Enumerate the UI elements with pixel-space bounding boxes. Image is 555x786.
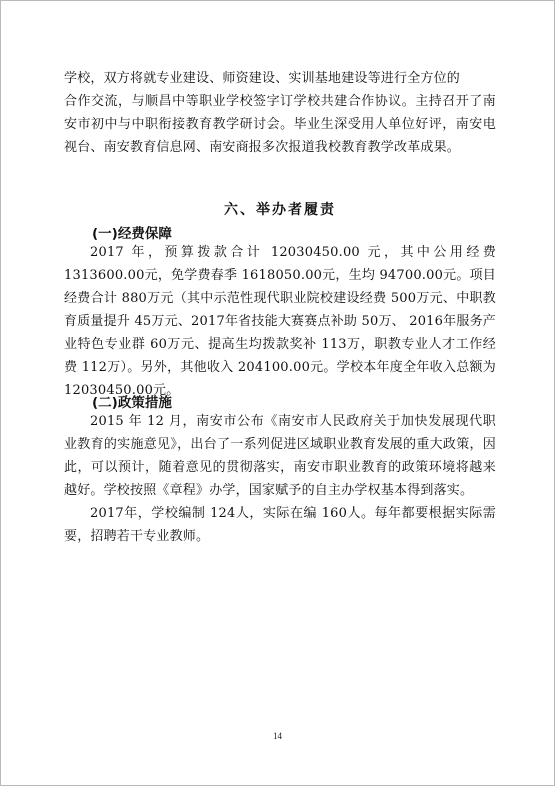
policy-paragraph-block (64, 410, 496, 548)
funding-paragraph-block (64, 241, 496, 402)
policy-heading: (二)政策措施 (92, 395, 172, 411)
funding-paragraph: 2017 年，预算拨款合计 12030450.00 元，其中公用经费 1313600.00元，免学费春季 1618050.00元，生均 94700.00元。项目经费合计 880万元（其中示范性现代职业院校建设经费 500万元、中职教育质量提升 45万元、2017年省技能大赛赛点补助 50万、 2016年服务产业特色专业群 60万元、提高生均拨款奖补 113万，职教专业人才工作经费 112万）。另外，其他收入 204100.00元。学校本年度全年收入总额为 12030450.00元。 (64, 245, 496, 398)
intro-paragraph-line1: 学校，双方将就专业建设、师资建设、实训基地建设等进行全方位的 (64, 71, 461, 86)
policy-paragraph-1: 2015 年 12 月，南安市公布《南安市人民政府关于加快发展现代职业教育的实施意见》，出台了一系列促进区域职业教育发展的重大政策，因此，可以预计，随着意见的贯彻落实，南安市职业教育的政策环境将越来越好。学校按照《章程》办学，国家赋予的自主办学权基本得到落实。 (64, 414, 496, 498)
funding-heading: (一)经费保障 (92, 226, 172, 242)
section-title: 六、举办者履责 (224, 202, 336, 218)
intro-paragraph (64, 67, 496, 159)
policy-paragraph-2: 2017年，学校编制 124人，实际在编 160人。每年都要根据实际需要，招聘若干专业教师。 (64, 506, 496, 544)
page-number: 14 (273, 731, 282, 741)
intro-paragraph-rest: 合作交流，与顺昌中等职业学校签字订学校共建合作协议。主持召开了南安市初中与中职衔接教育教学研讨会。毕业生深受用人单位好评，南安电视台、南安教育信息网、南安商报多次报道我校教育教学改革成果。 (64, 94, 496, 155)
